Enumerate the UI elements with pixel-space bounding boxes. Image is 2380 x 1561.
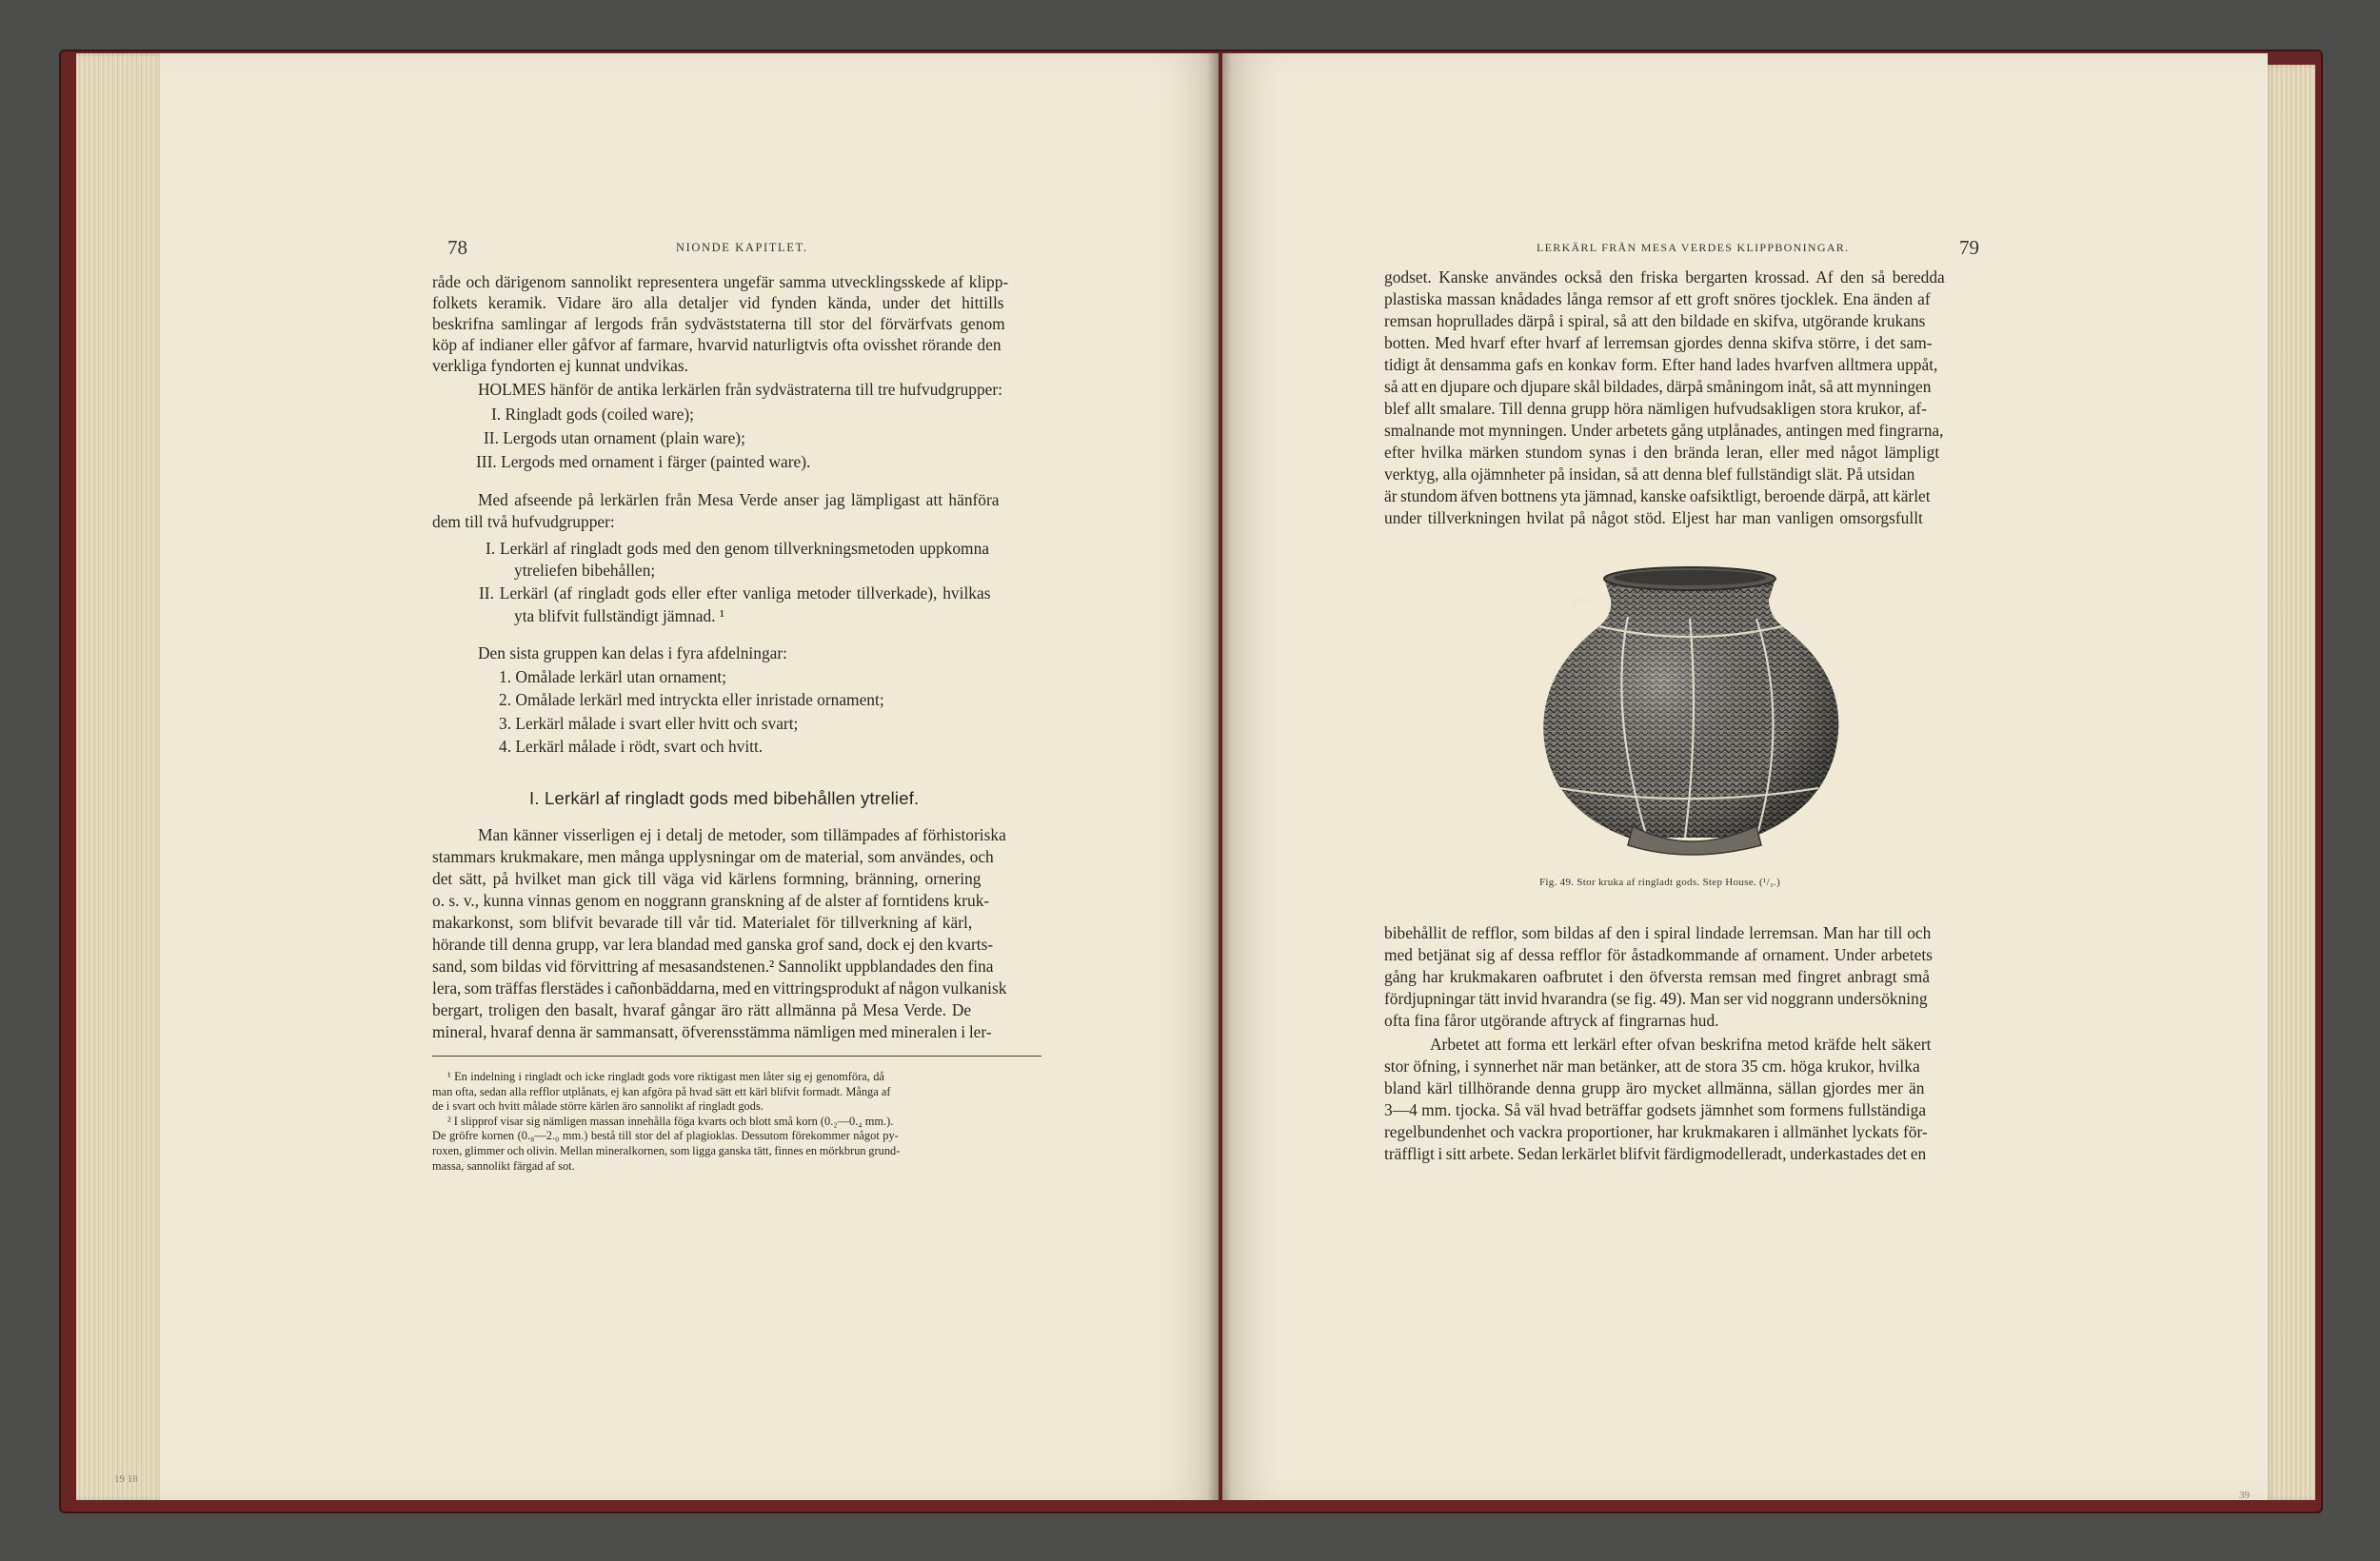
left-page-number: 78 [447, 236, 467, 259]
text-line: är stundom äfven bottnens yta jämnad, kanske oafsiktligt, beroende därpå, att kärlet [1384, 486, 1931, 505]
text-line: bibehållit de refflor, som bildas af den i spiral lindade lerremsan. Man har till och [1384, 923, 1932, 942]
footnote-line: roxen, glimmer och olivin. Mellan mineralkornen, som ligga ganska tätt, finnes en mörkbrun grund- [432, 1144, 901, 1157]
text-line: smalnande mot mynningen. Under arbetets gång utplånades, antingen med fingrarna, [1384, 421, 1944, 440]
list-item: 1. Omålade lerkärl utan ornament; [499, 667, 727, 686]
text-line: regelbundenhet och vackra proportioner, har krukmakaren i allmänhet lyckats för- [1384, 1122, 1928, 1141]
text-line: det sätt, på hvilket man gick till väga vid kärlens formning, bränning, ornering [432, 869, 982, 888]
list-item: ytreliefen bibehållen; [514, 561, 656, 580]
list-item: II. Lergods utan ornament (plain ware); [484, 428, 745, 447]
edge-marks: 19 18 [114, 1473, 138, 1485]
text-line: gång har krukmakaren oafbrutet i den öfversta remsan med fingret anbragt små [1384, 967, 1930, 986]
text-line: under tillverkningen hvilat på något stöd. Eljest har man vanligen omsorgsfullt [1384, 508, 1923, 527]
footnote-line: ² I slipprof visar sig nämligen massan innehålla föga kvarts och blott små korn (0.₂—0.₄ mm.). [447, 1114, 894, 1128]
text-line: verkliga fyndorten ej kunnat undvikas. [432, 356, 689, 375]
list-item: 3. Lerkärl målade i svart eller hvitt och svart; [499, 714, 799, 733]
right-running-head: LERKÄRL FRÅN MESA VERDES KLIPPBONINGAR. [1537, 241, 1850, 254]
right-page-number: 79 [1959, 236, 1979, 259]
text-line: verktyg, alla ojämnheter på insidan, så att denna blef fullständigt slät. På utsidan [1384, 464, 1915, 484]
text-line: råde och därigenom sannolikt representera ungefär samma utvecklingsskede af klipp- [432, 272, 1009, 291]
left-page [160, 53, 1219, 1500]
footnote-line: man ofta, sedan alla refflor utplånats, ej kan afgöra på hvad sätt ett kärl blifvit formadt. Många af [432, 1084, 891, 1098]
text-line: dem till två hufvudgrupper: [432, 512, 615, 531]
text-line: blef allt smalare. Till denna grupp höra nämligen hufvudsakligen stora krukor, af- [1384, 399, 1927, 418]
text-line: o. s. v., kunna vinnas genom en noggrann granskning af de alster af forntidens kruk- [432, 891, 990, 910]
left-running-head: NIONDE KAPITLET. [676, 241, 808, 254]
text-line: mineral, hvaraf denna är sammansatt, öfverensstämma nämligen med mineralen i ler- [432, 1022, 992, 1041]
text-line: bland kärl tillhörande denna grupp äro mycket allmänna, sällan gjordes mer än [1384, 1078, 1925, 1097]
text-line: så att en djupare och djupare skål bildades, därpå småningom inåt, så att mynningen [1384, 377, 1932, 396]
edge-marks: 39 [2239, 1490, 2250, 1501]
list-item: 4. Lerkärl målade i rödt, svart och hvitt. [499, 737, 764, 756]
book-gutter [1207, 53, 1232, 1500]
text-line: stammars krukmakare, men många upplysningar om de material, som användes, och [432, 847, 994, 866]
text-line: efter hvilka märken stundom synas i den brända leran, eller med något lämpligt [1384, 443, 1940, 462]
left-page-edges [76, 53, 164, 1500]
list-item: 2. Omålade lerkärl med intryckta eller inristade ornament; [499, 690, 884, 709]
text-line: stor öfning, i synnerhet när man betänker, att de stora 35 cm. höga krukor, hvilka [1384, 1057, 1920, 1076]
text-line: plastiska massan knådades långa remsor af ett groft snöres tjocklek. Ena änden af [1384, 289, 1931, 308]
text-line: sand, som bildas vid förvittring af mesasandstenen.² Sannolikt uppblandades den fina [432, 957, 994, 976]
list-item: yta blifvit fullständigt jämnad. ¹ [514, 606, 725, 625]
section-heading: I. Lerkärl af ringladt gods med bibehållen ytrelief. [529, 788, 920, 808]
text-line: tidigt åt densamma gafs en konkav form. Efter hand lades hvarfven alltmera uppåt, [1384, 355, 1938, 374]
text-line: hörande till denna grupp, var lera blandad med ganska grof sand, dock ej den kvarts- [432, 935, 994, 954]
list-item: I. Lerkärl af ringladt gods med den genom tillverkningsmetoden uppkomna [486, 539, 989, 558]
figure-caption: Fig. 49. Stor kruka af ringladt gods. Step House. (¹/₃.) [1539, 877, 1781, 888]
text-line: med betjänat sig af dessa refflor för åstadkommande af ornament. Under arbetets [1384, 945, 1933, 964]
list-item: II. Lerkärl (af ringladt gods eller efter vanliga metoder tillverkade), hvilkas [479, 583, 991, 603]
text-line: 3—4 mm. tjocka. Så väl hvad beträffar godsets jämnhet som formens fullständiga [1384, 1100, 1927, 1119]
text-line: Med afseende på lerkärlen från Mesa Verde anser jag lämpligast att hänföra [478, 490, 1000, 509]
text-line: beskrifna samlingar af lergods från sydväststaterna till stor del förvärfvats genom [432, 314, 1005, 333]
list-item: I. Ringladt gods (coiled ware); [491, 405, 694, 424]
text-line: Man känner visserligen ej i detalj de metoder, som tillämpades af förhistoriska [478, 825, 1006, 844]
right-page-edges [2266, 65, 2315, 1500]
text-line: Arbetet att forma ett lerkärl efter ofvan beskrifna metod kräfde helt säkert [1430, 1035, 1932, 1054]
text-line: HOLMES hänför de antika lerkärlen från sydvästraterna till tre hufvudgrupper: [478, 380, 1002, 399]
text-line: botten. Med hvarf efter hvarf af lerremsan gjordes denna skifva större, i det sam- [1384, 333, 1933, 352]
footnote-line: de i svart och hvitt målade större kärlen äro sannolikt af ringladt gods. [432, 1099, 764, 1114]
pottery-jar-illustration [1533, 560, 1847, 869]
text-line: lera, som träffas flerstädes i cañonbäddarna, med en vittringsprodukt af någon vulkanisk [432, 978, 1007, 998]
text-line: godset. Kanske användes också den friska bergarten krossad. Af den så beredda [1384, 267, 1945, 287]
text-line: fördjupningar tätt invid hvarandra (se fig. 49). Man ser vid noggrann undersökning [1384, 989, 1928, 1008]
text-line: ofta fina fåror utgörande aftryck af fingrarnas hud. [1384, 1011, 1719, 1030]
text-line: träffligt i sitt arbete. Sedan lerkärlet blifvit färdigmodelleradt, underkastades det en [1384, 1144, 1927, 1163]
text-line: bergart, troligen den basalt, hvaraf gångar äro rätt allmänna på Mesa Verde. De [432, 1000, 972, 1019]
footnote-line: massa, sannolikt färgad af sot. [432, 1158, 575, 1173]
list-item: III. Lergods med ornament i färger (painted ware). [476, 452, 811, 471]
text-line: Den sista gruppen kan delas i fyra afdelningar: [478, 643, 787, 662]
text-line: makarkonst, som blifvit bevarade till vår tid. Materialet för tillverkning af kärl, [432, 913, 973, 932]
text-line: remsan hoprullades därpå i spiral, så att den bildade en skifva, utgörande krukans [1384, 311, 1926, 330]
text-line: köp af indianer eller gåfvor af farmare, hvarvid naturligtvis ofta ovisshet rörande den [432, 335, 1002, 354]
footnote-line: ¹ En indelning i ringladt och icke ringladt gods vore riktigast men låter sig ej genomföra, då [447, 1070, 884, 1083]
footnote-rule [432, 1056, 1041, 1057]
text-line: folkets keramik. Vidare äro alla detaljer vid fynden kända, under det hittills [432, 293, 1004, 312]
footnote-line: De gröfre kornen (0.₈—2.₀ mm.) bestå till stor del af plagioklas. Dessutom förekommer något py- [432, 1129, 899, 1143]
